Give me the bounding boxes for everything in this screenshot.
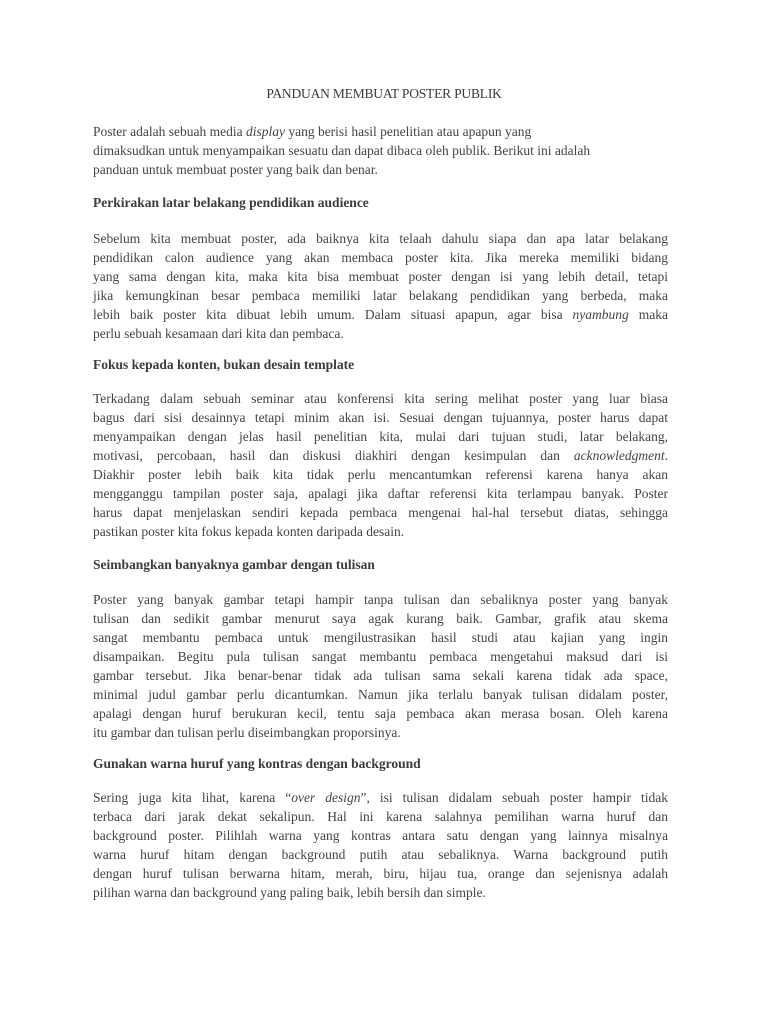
italic-text: over design bbox=[291, 790, 361, 805]
text-segment: panduan untuk membuat poster yang baik dan benar. bbox=[93, 162, 378, 177]
paragraph-line bbox=[93, 248, 668, 267]
paragraph-line bbox=[93, 788, 668, 807]
text-segment: mengganggu tampilan poster saja, apalagi jika daftar referensi kita terlampau banyak. Poster bbox=[93, 486, 668, 501]
paragraph-line bbox=[93, 305, 668, 324]
text-segment: perlu sebuah kesamaan dari kita dan pembaca. bbox=[93, 326, 344, 341]
text-segment: sangat membantu pembaca untuk mengilustrasikan hasil studi atau kajian yang ingin bbox=[93, 630, 668, 645]
paragraph bbox=[93, 122, 668, 179]
page-title: PANDUAN MEMBUAT POSTER PUBLIK bbox=[266, 86, 502, 101]
paragraph-line bbox=[93, 389, 668, 408]
text-segment: apalagi dengan huruf berukuran kecil, tentu saja pembaca akan merasa bosan. Oleh karena bbox=[93, 706, 668, 721]
paragraph-line bbox=[93, 723, 668, 742]
section-heading: Perkirakan latar belakang pendidikan audience bbox=[93, 195, 369, 210]
paragraph-line bbox=[93, 609, 668, 628]
text-segment: Terkadang dalam sebuah seminar atau konferensi kita sering melihat poster yang luar biasa bbox=[93, 391, 668, 406]
text-segment: jika kemungkinan besar pembaca memiliki latar belakang pendidikan yang berbeda, maka bbox=[93, 288, 668, 303]
italic-text: acknowledgment bbox=[573, 448, 665, 463]
italic-text: nyambung bbox=[572, 307, 629, 322]
text-segment: . bbox=[664, 448, 668, 463]
text-segment: harus dapat menjelaskan sendiri kepada pembaca mengenai hal-hal tersebut diatas, sehingga bbox=[93, 505, 668, 520]
paragraph-line bbox=[93, 864, 668, 883]
paragraph-line bbox=[93, 704, 668, 723]
paragraph-line bbox=[93, 141, 668, 160]
text-segment: warna huruf hitam dengan background putih atau sebaliknya. Warna background putih bbox=[93, 847, 668, 862]
paragraph-line bbox=[93, 427, 668, 446]
text-segment: Sering juga kita lihat, karena “ bbox=[93, 790, 292, 805]
section-heading: Fokus kepada konten, bukan desain template bbox=[93, 357, 355, 372]
paragraph-line bbox=[93, 465, 668, 484]
paragraph-line bbox=[93, 845, 668, 864]
text-segment: minimal judul gambar perlu dicantumkan. Namun jika terlalu banyak tulisan didalam poster, bbox=[93, 687, 668, 702]
text-segment: yang berisi hasil penelitian atau apapun yang bbox=[284, 124, 532, 139]
text-segment: disampaikan. Begitu pula tulisan sangat membantu pembaca mengetahui maksud dari isi bbox=[93, 649, 668, 664]
paragraph-line bbox=[93, 286, 668, 305]
paragraph-line bbox=[93, 229, 668, 248]
paragraph-line bbox=[93, 160, 668, 179]
paragraph bbox=[93, 788, 668, 902]
paragraph-line bbox=[93, 122, 668, 141]
text-segment: bagus dari sisi desainnya tetapi minim akan isi. Sesuai dengan tujuannya, poster harus dapat bbox=[93, 410, 668, 425]
text-segment: background poster. Pilihlah warna yang kontras antara satu dengan yang lainnya misalnya bbox=[93, 828, 668, 843]
paragraph-line bbox=[93, 484, 668, 503]
section-heading: Seimbangkan banyaknya gambar dengan tulisan bbox=[93, 557, 375, 572]
text-segment: gambar tersebut. Jika benar-benar tidak ada tulisan sama sekali karena tidak ada space, bbox=[93, 668, 668, 683]
text-segment: pilihan warna dan background yang paling baik, lebih bersih dan simple. bbox=[93, 885, 486, 900]
paragraph-line bbox=[93, 324, 668, 343]
text-segment: maka bbox=[628, 307, 668, 322]
text-segment: pendidikan calon audience yang akan membaca poster kita. Jika mereka memiliki bidang bbox=[93, 250, 668, 265]
paragraph-line bbox=[93, 522, 668, 541]
text-segment: terbaca dari jarak dekat sekalipun. Hal ini karena salahnya pemilihan warna huruf dan bbox=[93, 809, 668, 824]
text-segment: lebih baik poster kita dibuat lebih umum. Dalam situasi apapun, agar bisa bbox=[93, 307, 573, 322]
paragraph-line bbox=[93, 408, 668, 427]
text-segment: Poster yang banyak gambar tetapi hampir tanpa tulisan dan sebaliknya poster yang banyak bbox=[93, 592, 668, 607]
section-heading: Gunakan warna huruf yang kontras dengan background bbox=[93, 756, 421, 771]
paragraph-line bbox=[93, 883, 668, 902]
paragraph bbox=[93, 590, 668, 742]
text-segment: tulisan dan sedikit gambar menurut saya agak kurang baik. Gambar, grafik atau skema bbox=[93, 611, 668, 626]
paragraph-line bbox=[93, 590, 668, 609]
text-segment: Poster adalah sebuah media bbox=[93, 124, 246, 139]
text-segment: pastikan poster kita fokus kepada konten daripada desain. bbox=[93, 524, 405, 539]
text-segment: dengan huruf tulisan berwarna hitam, merah, biru, hijau tua, orange dan sejenisnya adalah bbox=[93, 866, 668, 881]
paragraph bbox=[93, 389, 668, 541]
text-segment: ”, isi tulisan didalam sebuah poster hampir tidak bbox=[360, 790, 668, 805]
paragraph-line bbox=[93, 807, 668, 826]
text-segment: Diakhir poster lebih baik kita tidak perlu mencantumkan referensi karena hanya akan bbox=[93, 467, 668, 482]
text-segment: Sebelum kita membuat poster, ada baiknya kita telaah dahulu siapa dan apa latar belakang bbox=[93, 231, 668, 246]
text-segment: motivasi, percobaan, hasil dan diskusi diakhiri dengan kesimpulan dan bbox=[93, 448, 574, 463]
paragraph-line bbox=[93, 666, 668, 685]
paragraph-line bbox=[93, 267, 668, 286]
paragraph-line bbox=[93, 628, 668, 647]
text-segment: menyampaikan dengan jelas hasil penelitian kita, mulai dari tujuan studi, latar belakang, bbox=[93, 429, 668, 444]
paragraph bbox=[93, 229, 668, 343]
text-segment: itu gambar dan tulisan perlu diseimbangkan proporsinya. bbox=[93, 725, 401, 740]
paragraph-line bbox=[93, 503, 668, 522]
paragraph-line bbox=[93, 685, 668, 704]
paragraph-line bbox=[93, 647, 668, 666]
paragraph-line bbox=[93, 826, 668, 845]
text-segment: dimaksudkan untuk menyampaikan sesuatu dan dapat dibaca oleh publik. Berikut ini adalah bbox=[93, 143, 591, 158]
italic-text: display bbox=[245, 124, 285, 139]
paragraph-line bbox=[93, 446, 668, 465]
text-segment: yang sama dengan kita, maka kita bisa membuat poster dengan isi yang lebih detail, tetapi bbox=[93, 269, 668, 284]
